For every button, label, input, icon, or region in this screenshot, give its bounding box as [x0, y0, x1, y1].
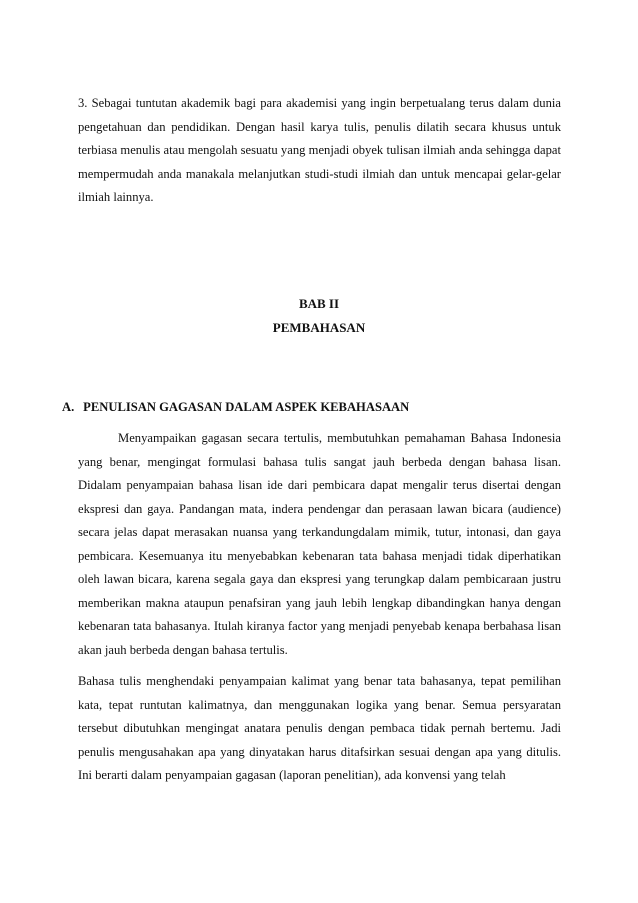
section-title: PENULISAN GAGASAN DALAM ASPEK KEBAHASAAN	[83, 400, 410, 414]
section-heading	[62, 400, 409, 415]
chapter-number: BAB II	[298, 296, 340, 311]
section-marker: A.	[62, 400, 75, 414]
body-paragraph-2: Bahasa tulis menghendaki penyampaian kalimat yang benar tata bahasanya, tepat pemilihan kata, tepat runtutan kalimatnya, dan menggunakan logika yang benar. Semua persyaratan tersebut dibutuhkan mengingat anatara penulis dengan pembaca tidak pernah bertemu. Jadi penulis mengusahakan apa yang dinyatakan harus ditafsirkan sesuai dengan apa yang ditulis. Ini berarti dalam penyampaian gagasan (laporan penelitian), ada konvensi yang telah	[78, 674, 561, 782]
body-paragraph-1: Menyampaikan gagasan secara tertulis, membutuhkan pemahaman Bahasa Indonesia yang benar, mengingat formulasi bahasa tulis sangat jauh berbeda dengan bahasa lisan. Didalam penyampaian bahasa lisan ide dari pembicara dapat mengalir terus disertai dengan ekspresi dan gaya. Pandangan mata, indera pendengar dan perasaan lawan bicara (audience) secara jelas dapat merasakan nuansa yang terkandungdalam mimik, tutur, intonasi, dan gaya pembicara. Kesemuanya itu menyebabkan kebenaran tata bahasa menjadi tidak diperhatikan oleh lawan bicara, karena segala gaya dan ekspresi yang terungkap dalam pembicaraan justru memberikan makna ataupun penafsiran yang jauh lebih lengkap dibandingkan hanya dengan kebenaran tata bahasanya. Itulah kiranya factor yang menjadi penyebab kenapa berbahasa lisan akan jauh berbeda dengan bahasa tertulis.	[78, 431, 561, 657]
chapter-title: PEMBAHASAN	[272, 320, 366, 335]
intro-list-item-3: 3. Sebagai tuntutan akademik bagi para akademisi yang ingin berpetualang terus dalam dunia pengetahuan dan pendidikan. Dengan hasil karya tulis, penulis dilatih secara khusus untuk terbiasa menulis atau mengolah sesuatu yang menjadi obyek tulisan ilmiah anda sehingga dapat mempermudah anda manakala melanjutkan studi-studi ilmiah dan untuk mencapai gelar-gelar ilmiah lainnya.	[78, 96, 561, 204]
